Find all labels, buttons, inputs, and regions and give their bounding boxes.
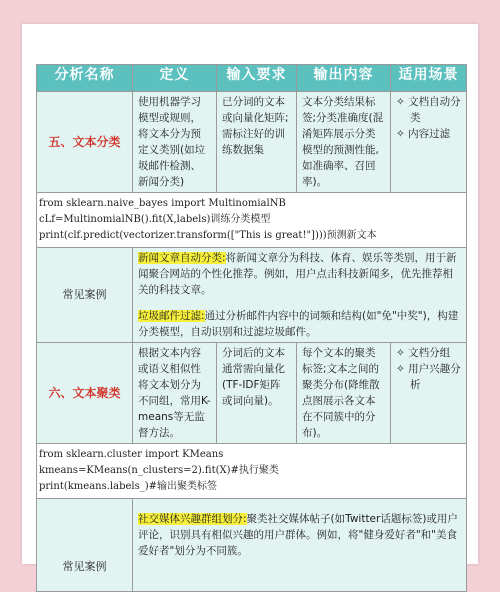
cell-output: 每个文本的聚类标签;文本之间的聚类分布(降维散点图展示各文本在不同簇中的分布)。	[297, 343, 391, 444]
code-block	[37, 193, 467, 248]
diamond-bullet-icon: ✧	[396, 363, 405, 375]
case-label: 常见案例	[37, 499, 133, 592]
code-block	[37, 444, 467, 499]
case-paragraph: 社交媒体兴趣群组划分:聚类社交媒体帖子(如Twitter话题标签)或用户评论，识别具有相似兴趣的用户群体。例如，将"健身爱好者"和"美食爱好者"划分为不同簇。	[138, 513, 458, 557]
table-header-row	[37, 65, 467, 92]
table-row	[37, 343, 467, 444]
code-line: print(clf.predict(vectorizer.transform(["This is great!"])))预测新文本	[39, 230, 377, 241]
document-sheet	[22, 24, 478, 573]
case-paragraph: 新闻文章自动分类:将新闻文章分为科技、体育、娱乐等类别，用于新闻聚合网站的个性化推荐。例如，用户点击科技新闻多，优先推荐相关的科技文章。	[138, 252, 457, 296]
case-paragraph: 垃圾邮件过滤:通过分析邮件内容中的词频和结构(如"免"中奖")，构建分类模型，自动识别和过滤垃圾邮件。	[138, 310, 459, 338]
case-content	[133, 248, 467, 343]
code-line: from sklearn.naive_bayes import MultinomialNB	[39, 198, 286, 209]
case-label: 常见案例	[37, 248, 133, 343]
cell-output: 文本分类结果标签;分类准确度(混淆矩阵展示分类模型的预测性能,如准确率、召回率)。	[297, 92, 391, 193]
code-line: from sklearn.cluster import KMeans	[39, 449, 224, 460]
row-name-text-clustering: 六、文本聚类	[37, 343, 133, 444]
cell-definition: 使用机器学习模型或规则，将文本分为预定义类别(如垃圾邮件检测、新闻分类)	[133, 92, 217, 193]
cell-definition: 根据文本内容或语义相似性将文本划分为不同组，常用K-means等无监督方法。	[133, 343, 217, 444]
case-content	[133, 499, 467, 592]
case-title-highlight: 新闻文章自动分类:	[138, 252, 226, 264]
list-item: ✧ 用户兴趣分析	[396, 363, 461, 391]
header-analysis-name: 分析名称	[37, 65, 133, 92]
cell-input: 已分词的文本或向量化矩阵;需标注好的训练数据集	[217, 92, 297, 193]
row-name-text-classification: 五、文本分类	[37, 92, 133, 193]
header-applicable-scenarios: 适用场景	[391, 65, 467, 92]
header-output-content: 输出内容	[297, 65, 391, 92]
case-row	[37, 248, 467, 343]
diamond-bullet-icon: ✧	[396, 128, 405, 140]
list-item: ✧ 内容过滤	[396, 128, 451, 140]
cell-scenarios	[391, 343, 467, 444]
code-line: cLf=MultinomialNB().fit(X,labels)训练分类模型	[39, 214, 271, 225]
analysis-methods-table	[36, 64, 467, 592]
case-title-highlight: 社交媒体兴趣群组划分:	[138, 513, 247, 525]
code-row	[37, 444, 467, 499]
code-row	[37, 193, 467, 248]
table-row	[37, 92, 467, 193]
case-row	[37, 499, 467, 592]
header-input-requirements: 输入要求	[217, 65, 297, 92]
diamond-bullet-icon: ✧	[396, 347, 405, 359]
list-item: ✧ 文档分组	[396, 347, 451, 359]
list-item: ✧ 文档自动分类	[396, 96, 461, 124]
cell-input: 分词后的文本通常需向量化(TF-IDF矩阵或词向量)。	[217, 343, 297, 444]
code-line: kmeans=KMeans(n_clusters=2).fit(X)#执行聚类	[39, 465, 279, 476]
diamond-bullet-icon: ✧	[396, 96, 405, 108]
code-line: print(kmeans.labels_)#输出聚类标签	[39, 481, 218, 492]
case-title-highlight: 垃圾邮件过滤:	[138, 310, 205, 322]
header-definition: 定义	[133, 65, 217, 92]
cell-scenarios	[391, 92, 467, 193]
